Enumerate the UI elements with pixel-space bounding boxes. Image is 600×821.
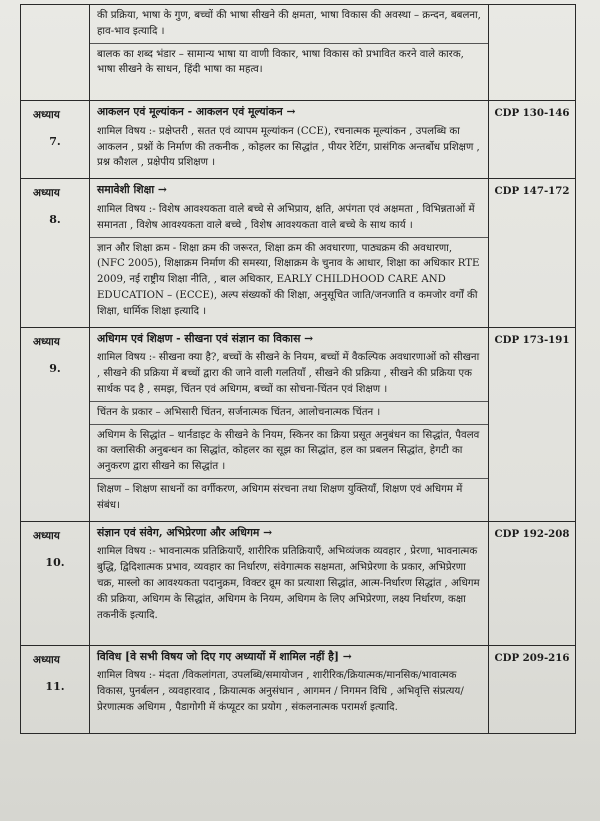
topics-cell	[90, 5, 489, 101]
topic-text: शिक्षण – शिक्षण साधनों का वर्गीकरण, अधिगम संरचना तथा शिक्षण युक्तियाँ, शिक्षण एवं अधिगम में संबंध।	[97, 484, 463, 511]
chapter-cell	[21, 645, 90, 733]
table-row-chapter-9	[21, 327, 576, 521]
chapter-cell	[21, 101, 90, 179]
topic-text: शामिल विषय :- भावनात्मक प्रतिक्रियाएँ, शारीरिक प्रतिक्रियाएँ, अभिव्यंजक व्यवहार , प्रेरणा, भावनात्मक बुद्धि, द्विदिशात्मक प्रभाव, व्यवहार का निर्धारण, संवेगात्मक सक्षमता, अभिप्रेरणा के प्रकार, अभिप्रेरणा चक्र, मास्लो का आवश्यकता पदानुक्रम, विक्टर व्रूम का प्रत्याशा सिद्धांत, आत्म-निर्धारण सिद्धांत , अधिगम की प्रक्रिया, अधिगम के सिद्धांत, अधिगम के नियम, अधिगम के लिए अभिप्रेरणा, लक्ष्य निर्धारण, कक्षा तकनीकें इत्यादि.	[97, 546, 480, 621]
row-divider	[90, 43, 488, 44]
topic-text: शामिल विषय :- सीखना क्या है?, बच्चों के सीखने के नियम, बच्चों में वैकल्पिक अवधारणाओं को सीखना , सीखने की प्रक्रिया में बच्चों द्वारा की जाने वाली गलतियाँ , सीखने की प्रक्रिया , सीखने की प्रक्रिया एक सार्थक पद है , समझ, चिंतन एवं अधिगम, बच्चों का सोचना-चिंतन एवं शिक्षण ।	[97, 352, 480, 395]
page-range: CDP 209-216	[489, 645, 576, 733]
topics-cell	[90, 179, 489, 327]
topic-text: चिंतन के प्रकार – अभिसारी चिंतन, सर्जनात्मक चिंतन, आलोचनात्मक चिंतन ।	[97, 406, 381, 418]
chapter-number: 11.	[45, 679, 65, 693]
chapter-number: 10.	[45, 555, 65, 569]
topics-cell	[90, 645, 489, 733]
table-row-continuation	[21, 5, 576, 101]
page-range: CDP 147-172	[489, 179, 576, 327]
row-divider	[90, 478, 488, 479]
table-row-chapter-10	[21, 521, 576, 645]
chapter-label: अध्याय	[33, 653, 60, 666]
chapter-cell	[21, 179, 90, 327]
chapter-title: अधिगम एवं शिक्षण - सीखना एवं संज्ञान का विकास →	[97, 331, 314, 345]
chapter-title: संज्ञान एवं संवेग, अभिप्रेरणा और अधिगम →	[97, 525, 273, 539]
table-row-chapter-7	[21, 101, 576, 179]
table-row-chapter-11	[21, 645, 576, 733]
chapter-title: आकलन एवं मूल्यांकन - आकलन एवं मूल्यांकन →	[97, 105, 296, 118]
chapter-label: अध्याय	[33, 529, 60, 542]
chapter-number: 9.	[49, 361, 61, 375]
page-range: CDP 130-146	[489, 101, 576, 179]
page-range: CDP 192-208	[489, 521, 576, 645]
topic-text: शामिल विषय :- विशेष आवश्यकता वाले बच्चे से अभिप्राय, क्षति, अपंगता एवं अक्षमता , विभिन्नताओं में समानता , विशेष आवश्यकता वाले बच्चे , विशेष आवश्यकता वाले बच्चे के साथ कार्य ।	[97, 203, 475, 231]
row-divider	[90, 401, 488, 402]
pages-cell	[489, 5, 576, 101]
chapter-cell	[21, 521, 90, 645]
chapter-title: विविध [वे सभी विषय जो दिए गए अध्यायों में शामिल नहीं है] →	[97, 649, 352, 663]
chapter-number: 7.	[49, 135, 61, 149]
chapter-label: अध्याय	[33, 109, 60, 121]
page-range: CDP 173-191	[489, 327, 576, 521]
chapter-number: 8.	[49, 213, 61, 227]
topics-cell	[90, 327, 489, 521]
row-divider	[90, 424, 488, 425]
table-row-chapter-8	[21, 179, 576, 327]
chapter-cell	[21, 327, 90, 521]
topic-text: शामिल विषय :- मंदता /विकलांगता, उपलब्धि/समायोजन , शारीरिक/क्रियात्मक/मानसिक/भावात्मक विकास, पुनर्बलन , व्यवहारवाद , क्रियात्मक अनुसंधान , आगमन / निगमन विधि , अभिवृत्ति संप्रत्यय/प्रेरणात्मक अधिगम , पैडागोगी में कंप्यूटर का प्रयोग , संकलनात्मक परामर्श इत्यादि.	[97, 670, 464, 713]
chapter-label: अध्याय	[33, 335, 60, 348]
chapter-cell	[21, 5, 90, 101]
chapter-label: अध्याय	[33, 187, 60, 200]
topic-text: शामिल विषय :- प्रक्षेप्तरी , सतत एवं व्यापम मूल्यांकन (CCE), रचनात्मक मूल्यांकन , उपलब्धि का आकलन , प्रश्नों के निर्माण की तकनीक , कोहलर का सिद्धांत , पीयर रेटिंग, प्रासंगिक अन्तर्बोध प्रशिक्षण , प्रश्न कौशल , प्रक्षेपीय प्रशिक्षण ।	[97, 125, 480, 169]
topics-cell	[90, 101, 489, 179]
topic-text: की प्रक्रिया, भाषा के गुण, बच्चों की भाषा सीखने की क्षमता, भाषा विकास की अवस्था – क्रन्दन, बबलना, हाव-भाव इत्यादि ।	[97, 10, 481, 37]
topic-text: ज्ञान और शिक्षा क्रम - शिक्षा क्रम की जरूरत, शिक्षा क्रम की अवधारणा, पाठ्यक्रम की अवधारणा, (NFC 2005), शिक्षाक्रम निर्माण की समस्या, शिक्षाक्रम के चुनाव के आधार, शिक्षा का अधिकार RTE 2009, नई राष्ट्रीय शिक्षा नीति, , बाल अधिकार, EARLY CHILDHOOD CARE AND EDUCATION – (ECCE), अल्प संख्यकों की शिक्षा, अनुसूचित जाति/जनजाति व कमजोर वर्गों की शिक्षा, धार्मिक शिक्षा इत्यादि ।	[97, 242, 480, 317]
topics-cell	[90, 521, 489, 645]
row-divider	[90, 237, 488, 238]
topic-text: अधिगम के सिद्धांत – थार्नडाइट के सीखने के नियम, स्किनर का क्रिया प्रसूत अनुबंधन का सिद्धांत, पैवलव का क्लासिकी अनुबन्धन का सिद्धांत, कोहलर का सूझ का सिद्धांत, हल का प्रबलन सिद्धांत, हेगटी का अनुकरण द्वारा सीखने का सिद्धांत ।	[97, 429, 480, 473]
syllabus-table	[20, 4, 576, 734]
topic-text: बालक का शब्द भंडार – सामान्य भाषा या वाणी विकार, भाषा विकास को प्रभावित करने वाले कारक, भाषा सीखने के साधन, हिंदी भाषा का महत्व।	[97, 48, 464, 76]
chapter-title: समावेशी शिक्षा →	[97, 183, 167, 197]
